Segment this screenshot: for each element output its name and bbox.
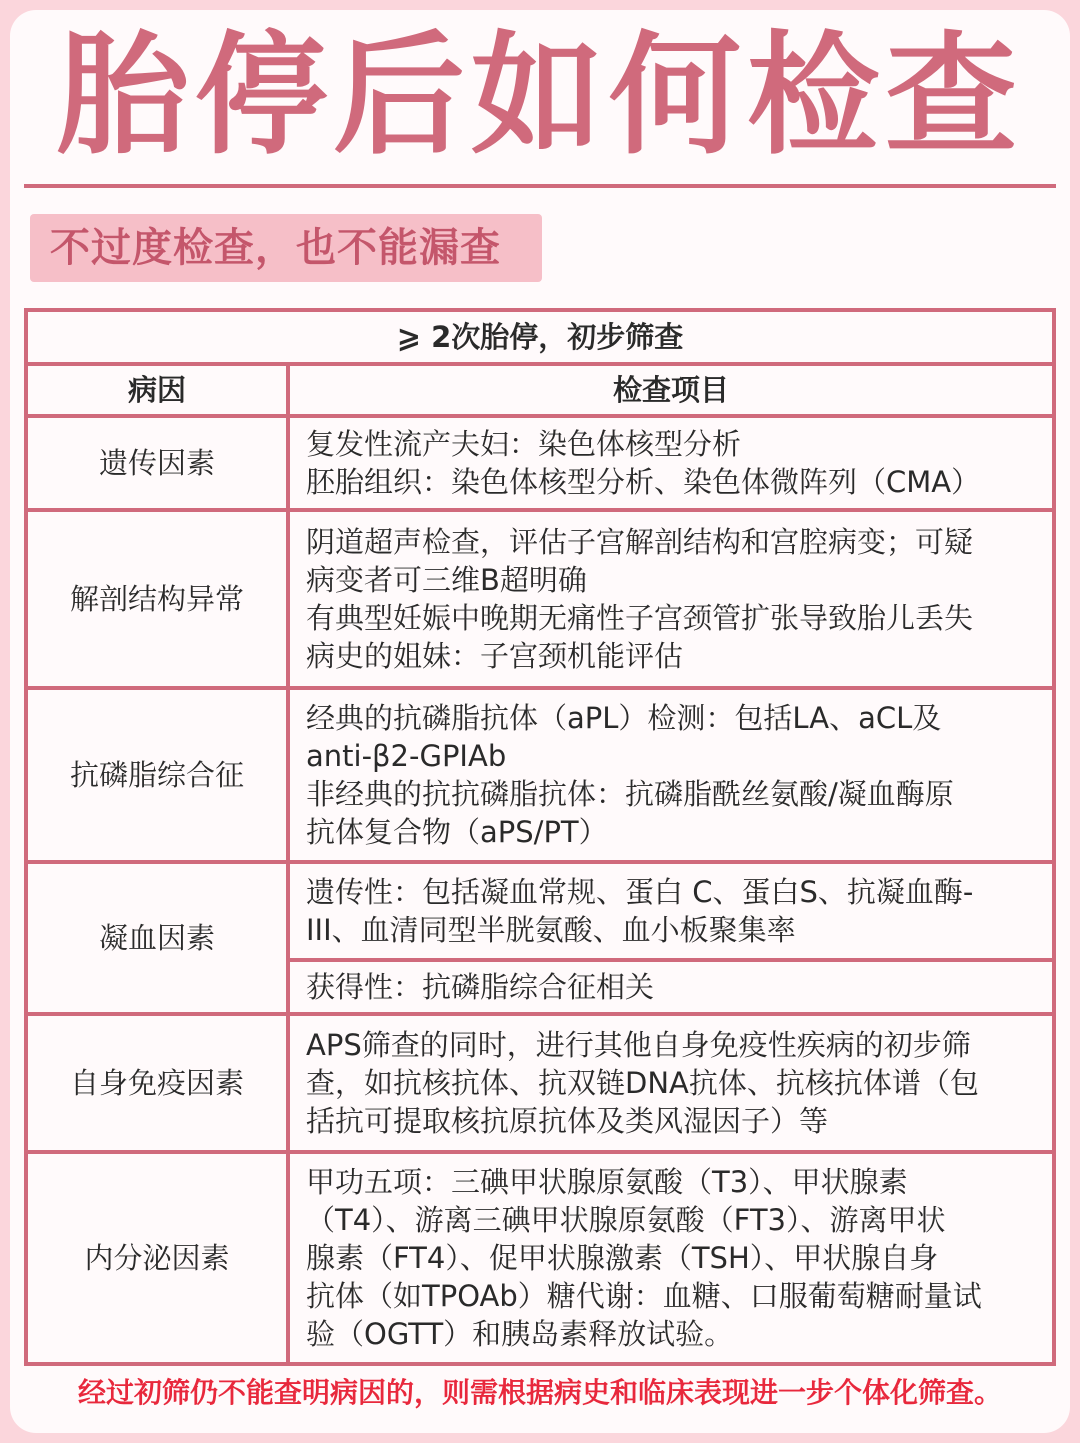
cause-anatomy: 解剖结构异常	[26, 510, 288, 688]
header-cause: 病因	[26, 364, 288, 416]
detail-coagulation-acquired	[288, 960, 1054, 1014]
detail-line: 验（OGTT）和胰岛素释放试验。	[306, 1317, 734, 1351]
table-row	[26, 688, 1054, 862]
detail-line: 抗体复合物（aPS/PT）	[306, 815, 608, 849]
detail-line: APS筛查的同时，进行其他自身免疫性疾病的初步筛	[306, 1028, 971, 1062]
detail-coagulation-hereditary	[288, 862, 1054, 960]
detail-line: 括抗可提取核抗原抗体及类风湿因子）等	[306, 1104, 829, 1138]
detail-line: 阴道超声检查，评估子宫解剖结构和宫腔病变；可疑	[306, 525, 974, 559]
detail-line: 查，如抗核抗体、抗双链DNA抗体、抗核抗体谱（包	[306, 1066, 979, 1100]
detail-line: III、血清同型半胱氨酸、血小板聚集率	[306, 913, 796, 947]
exam-table	[24, 308, 1056, 1366]
cause-genetic: 遗传因素	[26, 416, 288, 510]
cause-autoimmune: 自身免疫因素	[26, 1014, 288, 1152]
cause-endocrine: 内分泌因素	[26, 1152, 288, 1364]
header-items: 检查项目	[288, 364, 1054, 416]
detail-line: 病变者可三维B超明确	[306, 563, 587, 597]
detail-autoimmune	[288, 1014, 1054, 1152]
page-title: 胎停后如何检查	[57, 19, 1023, 173]
detail-line: 甲功五项：三碘甲状腺原氨酸（T3）、甲状腺素	[306, 1165, 908, 1199]
subtitle-banner: 不过度检查，也不能漏查	[30, 214, 542, 282]
detail-line: 胚胎组织：染色体核型分析、染色体微阵列（CMA）	[306, 465, 981, 499]
table-row	[26, 1014, 1054, 1152]
table-caption: ⩾ 2次胎停，初步筛查	[26, 310, 1054, 364]
detail-line: anti-β2-GPⅠAb	[306, 739, 507, 773]
detail-line: 抗体（如TPOAb）糖代谢：血糖、口服葡萄糖耐量试	[306, 1279, 982, 1313]
detail-line: 遗传性：包括凝血常规、蛋白 C、蛋白S、抗凝血酶-	[306, 875, 974, 909]
detail-line: （T4）、游离三碘甲状腺原氨酸（FT3）、游离甲状	[306, 1203, 946, 1237]
detail-anatomy	[288, 510, 1054, 688]
footer-note: 经过初筛仍不能查明病因的，则需根据病史和临床表现进一步个体化筛查。	[77, 1376, 1002, 1409]
detail-genetic	[288, 416, 1054, 510]
table-row	[26, 416, 1054, 510]
table-row	[26, 862, 1054, 960]
cause-coagulation: 凝血因素	[26, 862, 288, 1014]
cause-aps: 抗磷脂综合征	[26, 688, 288, 862]
title-divider	[24, 184, 1056, 188]
detail-endocrine	[288, 1152, 1054, 1364]
detail-line: 非经典的抗抗磷脂抗体：抗磷脂酰丝氨酸/凝血酶原	[306, 777, 954, 811]
detail-line: 复发性流产夫妇：染色体核型分析	[306, 427, 742, 461]
detail-aps	[288, 688, 1054, 862]
table-row	[26, 1152, 1054, 1364]
detail-line: 有典型妊娠中晚期无痛性子宫颈管扩张导致胎儿丢失	[306, 601, 974, 635]
table-row	[26, 510, 1054, 688]
detail-line: 获得性：抗磷脂综合征相关	[306, 970, 655, 1004]
detail-line: 病史的姐妹：子宫颈机能评估	[306, 639, 684, 673]
detail-line: 腺素（FT4）、促甲状腺激素（TSH）、甲状腺自身	[306, 1241, 939, 1275]
detail-line: 经典的抗磷脂抗体（aPL）检测：包括LA、aCL及	[306, 701, 942, 735]
